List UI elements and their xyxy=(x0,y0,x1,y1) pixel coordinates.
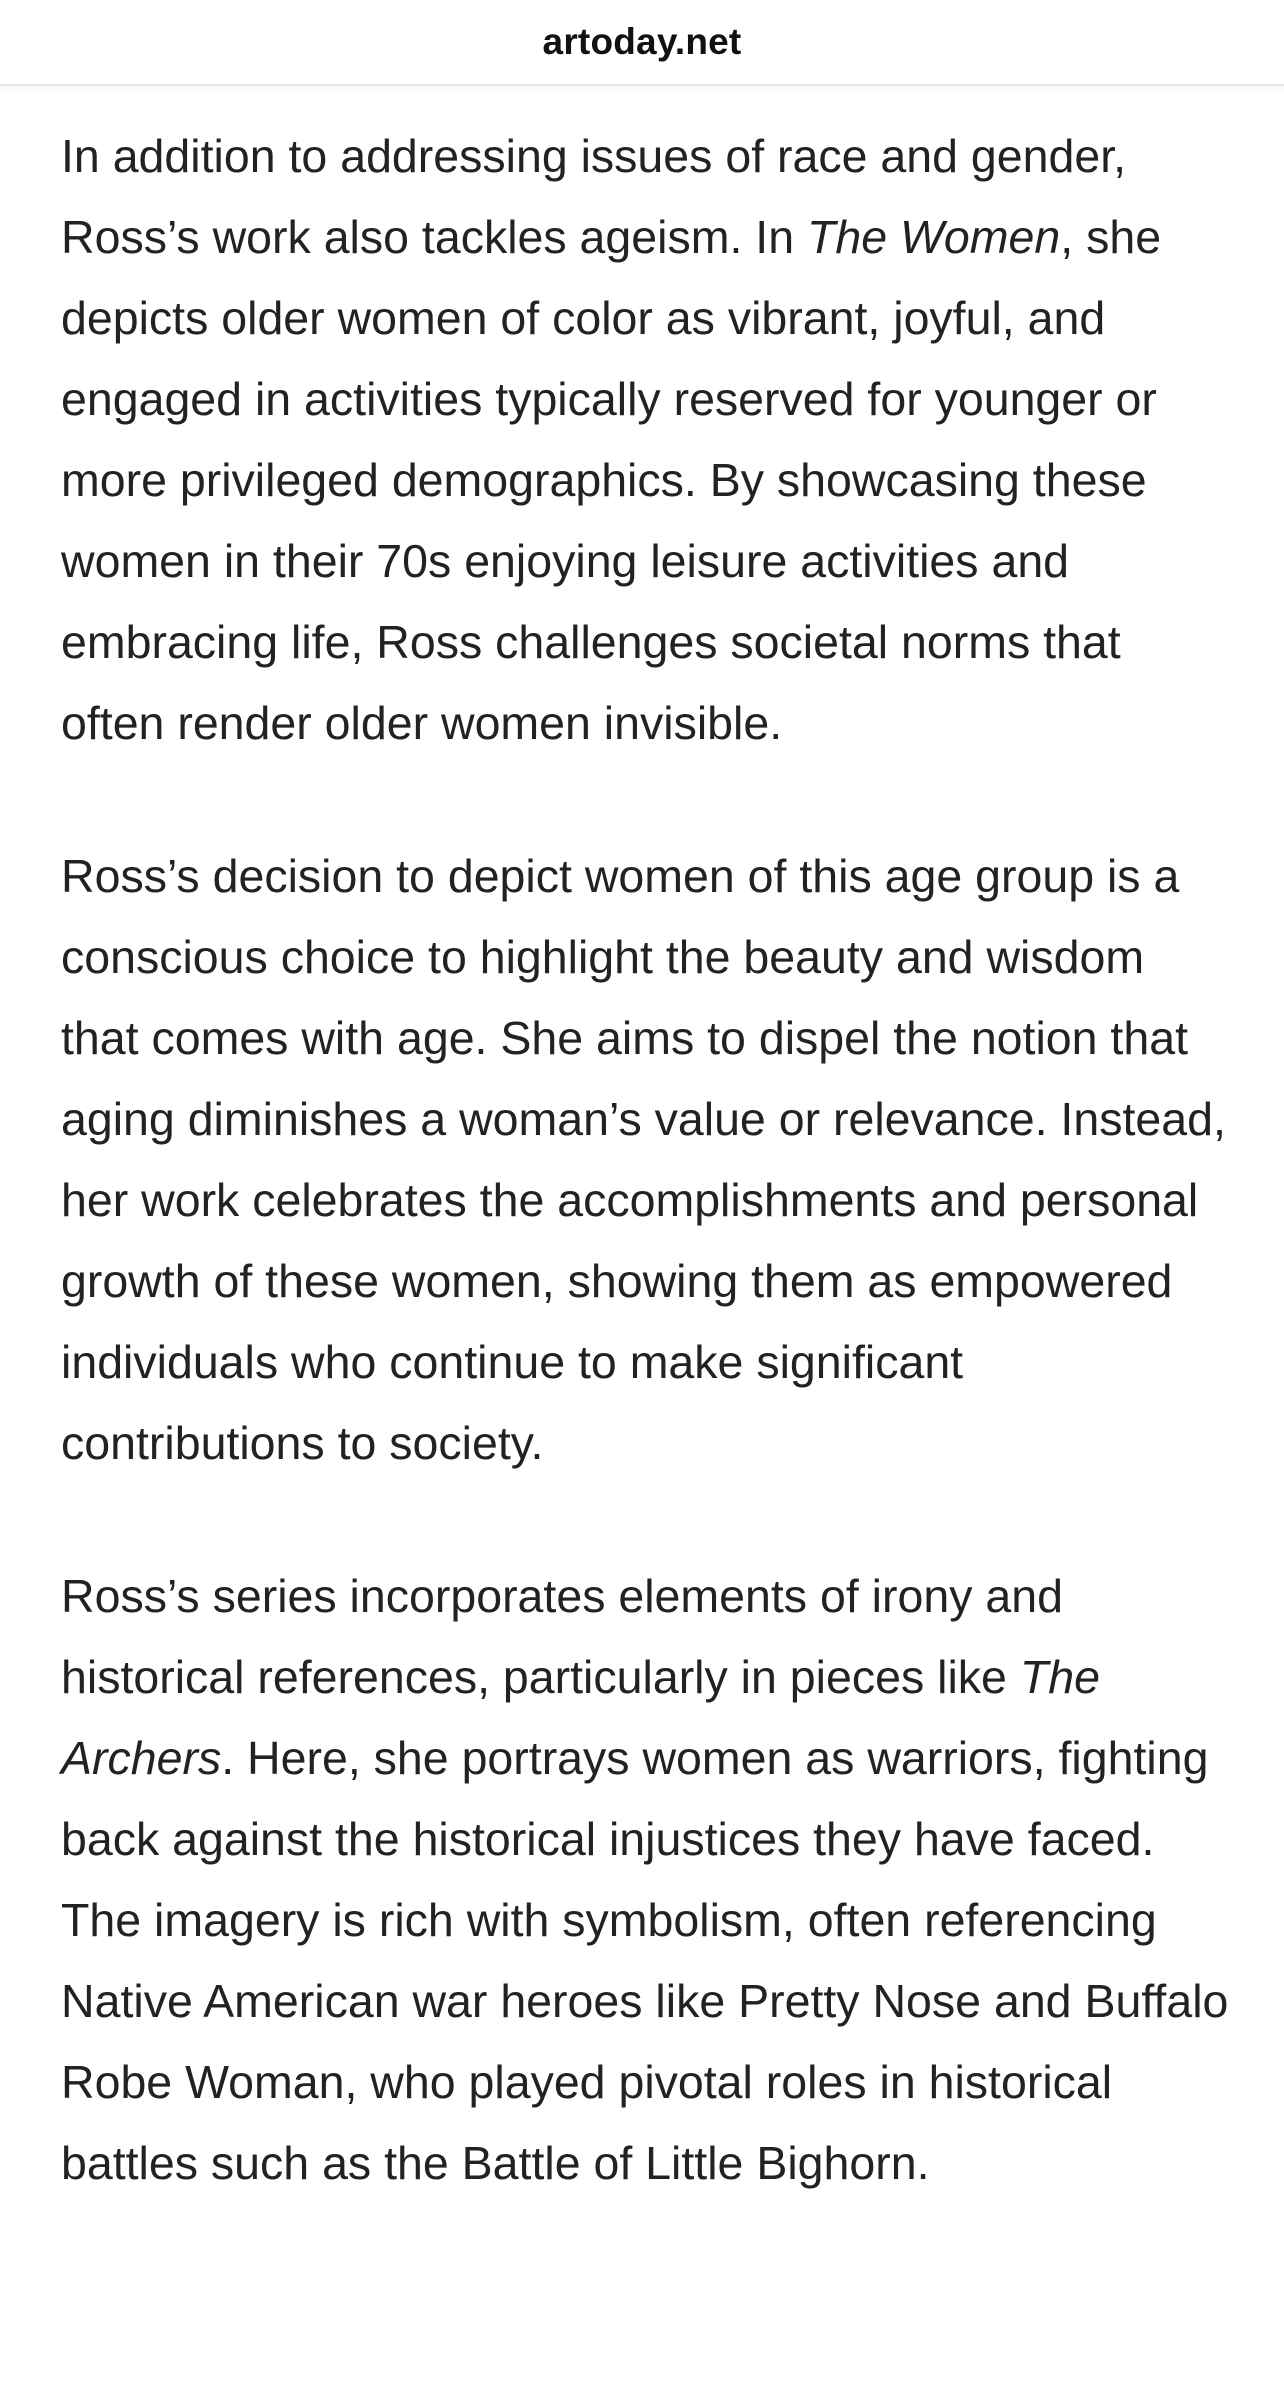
paragraph-text: Ross’s series incorporates elements of irony and historical references, particularly in pieces like xyxy=(61,1570,1063,1703)
paragraph-text: In addition to addressing issues of race and gender, Ross’s work also tackles ageism. In xyxy=(61,130,1127,263)
paragraph-text: . Here, she portrays women as warriors, fighting back against the historical injustices they have faced. The imagery is rich with symbolism, often referencing Native American war heroes like Pretty Nose and Buffalo Robe Woman, who played pivotal roles in historical battles such as the Battle of Little Bighorn. xyxy=(61,1732,1229,2189)
article-body xyxy=(61,116,1231,2276)
paragraph-age-group: Ross’s decision to depict women of this age group is a conscious choice to highlight the beauty and wisdom that comes with age. She aims to dispel the notion that aging diminishes a woman’s value or relevance. Instead, her work celebrates the accomplishments and personal growth of these women, showing them as empowered individuals who continue to make significant contributions to society. xyxy=(61,850,1226,1469)
artwork-title-the-women: The Women xyxy=(807,211,1061,263)
artwork-title-the-archers: The Archers xyxy=(61,1651,1100,1784)
paragraph-text: , she depicts older women of color as vibrant, joyful, and engaged in activities typically reserved for younger or more privileged demographics. By showcasing these women in their 70s enjoying leisure activities and embracing life, Ross challenges societal norms that often render older women invisible. xyxy=(61,211,1162,749)
address-bar[interactable] xyxy=(0,0,1284,86)
site-url[interactable]: artoday.net xyxy=(542,21,742,62)
paragraph-irony xyxy=(61,1556,1231,2204)
paragraph-ageism xyxy=(61,116,1231,764)
